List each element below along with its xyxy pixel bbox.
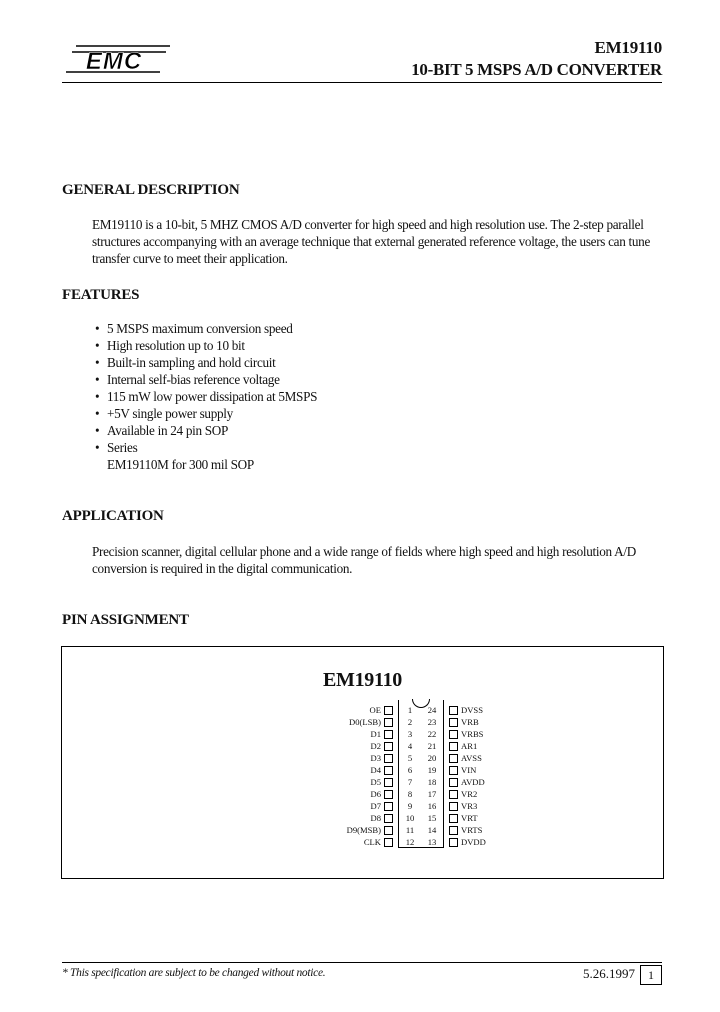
pin-pad-right: [449, 730, 458, 739]
pin-pad-right: [449, 718, 458, 727]
pin-number-right: 24: [427, 705, 437, 715]
pin-label-right: AVSS: [461, 753, 482, 763]
pin-pad-left: [384, 802, 393, 811]
pin-row: [279, 788, 563, 800]
pin-number-right: 18: [427, 777, 437, 787]
pin-pad-left: [384, 778, 393, 787]
feature-item: • Available in 24 pin SOP: [95, 423, 229, 438]
pin-label-right: DVDD: [461, 837, 486, 847]
pin-pad-right: [449, 742, 458, 751]
pin-pad-right: [449, 778, 458, 787]
pin-row: [279, 800, 563, 812]
pin-pad-left: [384, 814, 393, 823]
pin-number-right: 14: [427, 825, 437, 835]
pin-pad-left: [384, 838, 393, 847]
pin-pad-left: [384, 826, 393, 835]
pin-pad-right: [449, 754, 458, 763]
chip-package: [346, 700, 486, 848]
general-description-heading: GENERAL DESCRIPTION: [62, 182, 240, 198]
feature-item: • Internal self-bias reference voltage: [95, 372, 280, 387]
pin-row: [279, 764, 563, 776]
pin-pad-right: [449, 838, 458, 847]
pin-number-left: 8: [407, 789, 413, 799]
header-divider: [62, 82, 662, 83]
pin-number-right: 23: [427, 717, 437, 727]
pin-number-left: 2: [407, 717, 413, 727]
application-text: Precision scanner, digital cellular phone and a wide range of fields where high speed and high resolution A/D conversion is required in the digital communication.: [92, 544, 636, 576]
feature-item: • 5 MSPS maximum conversion speed: [95, 321, 293, 336]
pin-number-left: 9: [407, 801, 413, 811]
pin-pad-right: [449, 826, 458, 835]
pin-pad-left: [384, 706, 393, 715]
pin-label-right: VRTS: [461, 825, 483, 835]
pin-number-left: 10: [405, 813, 415, 823]
pin-label-left: D4: [370, 765, 381, 775]
pin-label-right: VRBS: [461, 729, 484, 739]
pin-row: [279, 836, 563, 848]
page-number: 1: [640, 965, 662, 985]
pin-number-left: 1: [407, 705, 413, 715]
footer-date: 5.26.1997: [583, 966, 635, 981]
pin-label-left: D6: [370, 789, 381, 799]
feature-item: • 115 mW low power dissipation at 5MSPS: [95, 389, 318, 404]
pin-number-right: 13: [427, 837, 437, 847]
feature-item: • Built-in sampling and hold circuit: [95, 355, 276, 370]
pin-label-right: AR1: [461, 741, 478, 751]
pin-number-left: 11: [405, 825, 415, 835]
pin-pad-left: [384, 754, 393, 763]
pin-assignment-heading: PIN ASSIGNMENT: [62, 612, 189, 628]
pin-assignment-diagram: [61, 646, 664, 879]
pin-row: [279, 752, 563, 764]
pin-number-right: 19: [427, 765, 437, 775]
pin-label-left: D0(LSB): [349, 717, 381, 727]
pin-pad-left: [384, 742, 393, 751]
chip-name: EM19110: [322, 669, 402, 691]
pin-number-left: 7: [407, 777, 413, 787]
pin-label-right: VRT: [461, 813, 478, 823]
pin-label-left: D5: [370, 777, 381, 787]
pin-number-left: 5: [407, 753, 413, 763]
pin-label-right: VR3: [461, 801, 478, 811]
pin-pad-left: [384, 718, 393, 727]
feature-sub-item: EM19110M for 300 mil SOP: [107, 457, 254, 472]
pin-row: [279, 716, 563, 728]
pin-row: [279, 728, 563, 740]
part-number: EM19110: [594, 38, 662, 57]
features-heading: FEATURES: [62, 287, 140, 303]
pin-label-left: D3: [370, 753, 381, 763]
pin-label-left: D1: [370, 729, 381, 739]
pin-label-left: CLK: [363, 837, 381, 847]
pin-pad-left: [384, 730, 393, 739]
pin-number-right: 20: [427, 753, 437, 763]
pin-label-right: AVDD: [461, 777, 485, 787]
emc-logo: [62, 42, 172, 76]
footer-divider: [62, 962, 662, 963]
pin-pad-left: [384, 766, 393, 775]
pin-label-right: VRB: [461, 717, 479, 727]
pin-number-right: 16: [427, 801, 437, 811]
svg-text:EMC: EMC: [85, 48, 143, 75]
pin-row: [279, 812, 563, 824]
pin-number-left: 12: [405, 837, 415, 847]
application-heading: APPLICATION: [62, 508, 164, 524]
general-description-text: EM19110 is a 10-bit, 5 MHZ CMOS A/D converter for high speed and high resolution use. The 2-step parallel structures accompanying with an average technique that external generated reference voltage, the users can tune transfer curve to meet their application.: [92, 217, 651, 266]
pin-pad-right: [449, 802, 458, 811]
feature-item: • High resolution up to 10 bit: [95, 338, 245, 353]
pin-label-left: D2: [370, 741, 381, 751]
pin-pad-right: [449, 790, 458, 799]
footer-note: * This specification are subject to be changed without notice.: [62, 967, 326, 979]
feature-item: • Series: [95, 440, 138, 455]
pin-label-left: D9(MSB): [346, 825, 381, 835]
features-list: [95, 320, 317, 473]
pin-label-left: OE: [369, 705, 381, 715]
pin-row: [279, 704, 563, 716]
pin-number-right: 22: [427, 729, 437, 739]
pin-label-left: D7: [370, 801, 381, 811]
pin-label-right: VIN: [461, 765, 477, 775]
pin-row: [279, 776, 563, 788]
pin-pad-right: [449, 706, 458, 715]
document-title: 10-BIT 5 MSPS A/D CONVERTER: [411, 60, 662, 79]
pin-row: [279, 740, 563, 752]
pin-number-left: 4: [407, 741, 413, 751]
pin-number-left: 3: [407, 729, 413, 739]
pin-pad-right: [449, 766, 458, 775]
pin-label-right: DVSS: [461, 705, 483, 715]
pin-label-left: D8: [370, 813, 381, 823]
pin-number-right: 21: [427, 741, 437, 751]
pin-number-right: 15: [427, 813, 437, 823]
pin-label-right: VR2: [461, 789, 478, 799]
feature-item: • +5V single power supply: [95, 406, 233, 421]
pin-pad-left: [384, 790, 393, 799]
pin-row: [279, 824, 563, 836]
pin-pad-right: [449, 814, 458, 823]
pin-number-right: 17: [427, 789, 437, 799]
pin-number-left: 6: [407, 765, 413, 775]
